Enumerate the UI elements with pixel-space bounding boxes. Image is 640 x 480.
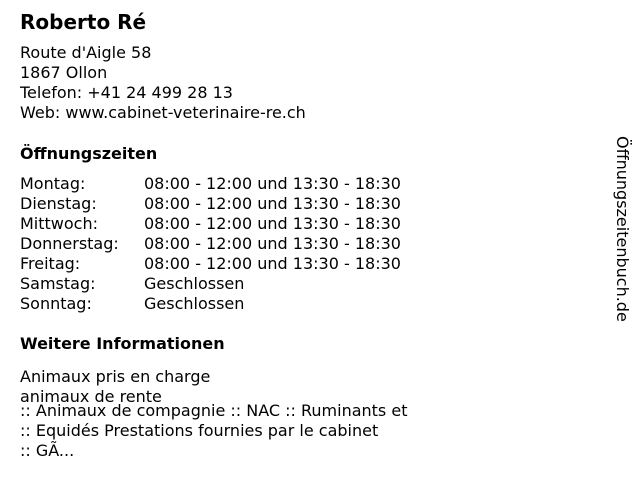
business-name: Roberto Ré xyxy=(20,10,147,34)
info-line: Animaux pris en charge xyxy=(20,367,211,386)
day-label: Dienstag: xyxy=(20,194,97,213)
more-info-description xyxy=(20,364,460,461)
more-info-heading: Weitere Informationen xyxy=(20,334,225,353)
hours-row-wednesday xyxy=(20,214,401,234)
info-line: :: Animaux de compagnie :: NAC :: Ruminants et xyxy=(20,401,408,420)
day-hours: 08:00 - 12:00 und 13:30 - 18:30 xyxy=(144,214,401,233)
day-label: Donnerstag: xyxy=(20,234,119,253)
phone-number: Telefon: +41 24 499 28 13 xyxy=(20,83,233,102)
street-address: Route d'Aigle 58 xyxy=(20,43,152,62)
day-label: Montag: xyxy=(20,174,86,193)
day-hours: 08:00 - 12:00 und 13:30 - 18:30 xyxy=(144,174,401,193)
hours-row-monday xyxy=(20,174,401,194)
site-watermark: Öffnungszeitenbuch.de xyxy=(613,136,632,322)
opening-hours-table xyxy=(20,174,401,314)
info-line-truncated: :: GÃ... xyxy=(20,441,75,460)
opening-hours-heading: Öffnungszeiten xyxy=(20,144,158,163)
day-hours: 08:00 - 12:00 und 13:30 - 18:30 xyxy=(144,194,401,213)
hours-row-friday xyxy=(20,254,401,274)
day-hours: Geschlossen xyxy=(144,274,245,293)
hours-row-thursday xyxy=(20,234,401,254)
hours-row-saturday xyxy=(20,274,401,294)
info-line-overlapped: animaux de rente xyxy=(20,387,162,406)
day-label: Sonntag: xyxy=(20,294,92,313)
day-hours: Geschlossen xyxy=(144,294,245,313)
hours-row-sunday xyxy=(20,294,401,314)
hours-row-tuesday xyxy=(20,194,401,214)
website-line: Web: www.cabinet-veterinaire-re.ch xyxy=(20,103,306,122)
day-label: Mittwoch: xyxy=(20,214,98,233)
city-address: 1867 Ollon xyxy=(20,63,108,82)
day-label: Samstag: xyxy=(20,274,96,293)
address-block xyxy=(20,43,306,123)
day-label: Freitag: xyxy=(20,254,81,273)
info-line: :: Equidés Prestations fournies par le cabinet xyxy=(20,421,379,440)
day-hours: 08:00 - 12:00 und 13:30 - 18:30 xyxy=(144,254,401,273)
day-hours: 08:00 - 12:00 und 13:30 - 18:30 xyxy=(144,234,401,253)
